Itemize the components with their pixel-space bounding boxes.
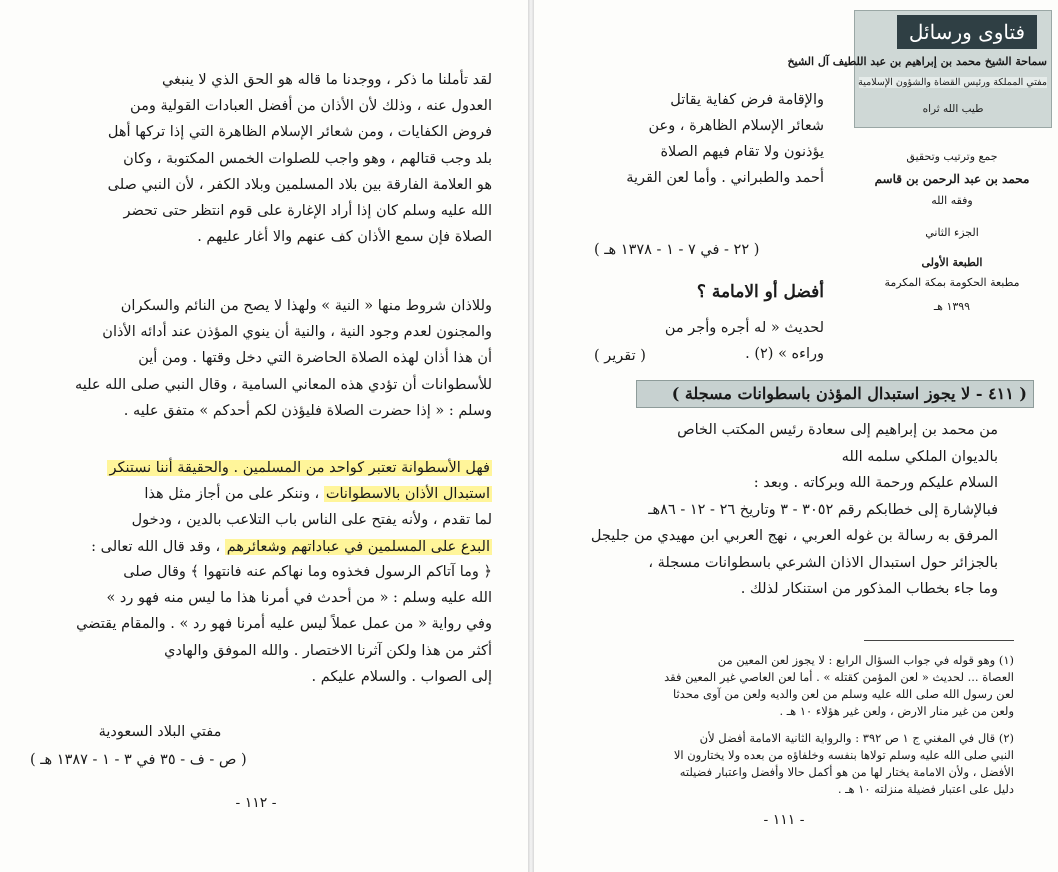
highlighted-text: البدع على المسلمين في عباداتهم وشعائرهم [226,538,490,555]
fatwa-reference: ( ص - ف - ٣٥ في ٣ - ١ - ١٣٨٧ هـ ) [30,752,247,768]
left-page [0,0,528,872]
compiler-name: محمد بن عبد الرحمن بن قاسم [874,172,1030,186]
footnote-ref-line: وراءه » (٢) . [745,346,824,362]
fatwa-410-reference: ( ٢٢ - في ٧ - ١ - ١٣٧٨ هـ ) [594,242,760,258]
edition-label: الطبعة الأولى [921,256,983,269]
year-label: ١٣٩٩ هـ [933,300,971,313]
text-line: لقد تأملنا ما ذكر ، ووجدنا ما قاله هو الحق الذي لا ينبغي [161,72,492,88]
text-line: والإقامة فرض كفاية يقاتل [670,92,824,108]
right-page [534,0,1058,872]
text-line: أكثر من هذا ولكن آثرنا الاختصار . والله الموفق والهادي [164,642,492,659]
book-title: فتاوى ورسائل [897,15,1037,49]
text-line: وفي رواية « من عمل عملاً ليس عليه أمرنا فهو رد » . والمقام يقتضي [76,616,492,633]
press-label: مطبعة الحكومة بمكة المكرمة [884,276,1020,289]
author-line: سماحة الشيخ محمد بن إبراهيم بن عبد اللطيف آل الشيخ [787,55,1047,68]
highlighted-text: استبدال الأذان بالاسطوانات [325,486,490,503]
compiler-heading: جمع وترتيب وتحقيق [906,150,998,163]
compiler-blessing: وفقه الله [931,194,973,207]
highlighted-text: فهل الأسطوانة تعتبر كواحد من المسلمين . والحقيقة أننا نستنكر [109,460,490,476]
hadith-line: لحديث « له أجره وأجر من [664,320,824,336]
fatwa-410-heading: أفضل أو الامامة ؟ [696,282,824,302]
footnote-line: ولعن من غير منار الارض ، ولعن غير هؤلاء ١٠ هـ . [779,704,1014,718]
book-title-plate [787,10,1052,128]
text-line: إلى الصواب . والسلام عليكم . [311,668,492,685]
text-line: شعائر الإسلام الظاهرة ، وعن [648,118,824,134]
text-line: للأسطوانات أن تؤدي هذه المعاني السامية ، وقال النبي صلى الله عليه [74,376,492,393]
text-line: بلد وجب قتالهم ، وهو واجب للصلوات الخمس المكتوبة ، وكان [123,150,492,167]
text-line: أن هذا أذان لهذه الصلاة الحاضرة التي دخل وقتها . ومن أين [138,350,492,367]
fatwa-411-heading: ( ٤١١ - لا يجوز استبدال المؤذن باسطوانات مسجلة ) [636,380,1034,408]
text-line: الصلاة فإن سمع الأذان كف عنهم والا أغار عليهم . [197,229,492,246]
text-line: فبالإشارة إلى خطابكم رقم ٣٠٥٢ - ٣ وتاريخ ٢٦ - ١٢ - ٨٦هـ [648,501,998,518]
footnote-line: (٢) قال في المغني ج ١ ص ٣٩٢ : والرواية الثانية الامامة أفضل لأن [699,731,1014,745]
plain-text: لما تقدم ، ولأنه يفتح على الناس باب التلاعب بالدين ، ودخول [131,512,492,529]
text-line: المرفق به رسالة بن غوله العربي ، نهج العربي ابن مهيدي من جليجل [590,528,998,544]
author-role: مفتي المملكة ورئيس القضاة والشؤون الإسلامية [858,77,1047,88]
footnote-line: الأفضل ، ولأن الامامة يختار لها من هو أكمل حالا وأفضل واعتبار فضيلته [679,765,1014,779]
page-number-right: - ١١١ - [763,812,805,828]
author-blessing: طيب الله ثراه [922,103,984,115]
plain-text: ، وننكر على من أجاز مثل هذا [144,486,324,503]
text-line: بالجزائر حول استبدال الاذان الشرعي باسطوانات مسجلة ، [648,554,998,571]
text-line [40,537,492,557]
text-line: من محمد بن إبراهيم إلى سعادة رئيس المكتب الخاص [677,422,998,438]
text-line: ﴿ وما آتاكم الرسول فخذوه وما نهاكم عنه فانتهوا ﴾ وقال صلى [123,564,492,580]
text-line [40,484,492,504]
text-line: وما جاء بخطاب المذكور من استنكار لذلك . [740,581,998,597]
footnote-line: دليل على اعتبار فضيلة منزلته ١٠ هـ . [837,782,1014,796]
text-line: الله عليه وسلم كان إذا أراد الإغارة على قوم انتظر حتى تحضر [123,203,492,219]
footnote-line: لعن رسول الله صلى الله عليه وسلم من لعن والديه ولعن من آوى محدثا [673,687,1014,701]
text-line: وسلم : « إذا حضرت الصلاة فليؤذن لكم أحدكم » متفق عليه . [123,402,492,419]
text-line: الله عليه وسلم : « من أحدث في أمرنا هذا ما ليس منه فهو رد » [106,590,492,607]
footnote-line: العصاة ... لحديث « لعن المؤمن كقتله » . أما لعن العاصي غير المعين فقد [664,670,1014,684]
text-line: فروض الكفايات ، ومن شعائر الإسلام الظاهرة التي إذا تركها أهل [107,124,492,141]
footnote-line: (١) وهو قوله في جواب السؤال الرابع : لا يجوز لعن المعين من [717,653,1014,667]
text-line: هو العلامة الفارقة بين بلاد المسلمين وبلاد الكفر ، لأن النبي صلى [107,176,492,193]
text-line: أحمد والطبراني . وأما لعن القرية [626,170,824,186]
text-line: يؤذنون ولا تقام فيهم الصلاة [660,144,824,160]
volume-label: الجزء الثاني [925,226,979,239]
text-line: بالديوان الملكي سلمه الله [841,448,998,465]
signature: مفتي البلاد السعودية [98,724,222,740]
text-line [40,510,492,530]
footnote-line: النبي صلى الله عليه وسلم تولاها بنفسه وخلفاؤه من بعده ولا يختارون الا [673,748,1014,762]
taqrir-label: ( تقرير ) [594,348,646,364]
page-number-left: - ١١٢ - [235,795,277,811]
plain-text: ، وقد قال الله تعالى : [91,538,225,555]
text-line: وللاذان شروط منها « النية » ولهذا لا يصح من النائم والسكران [120,298,492,314]
text-line: السلام عليكم ورحمة الله وبركاته . وبعد : [753,475,998,491]
text-line: والمجنون لعدم وجود النية ، والنية أن ينوي المؤذن عند أدائه الأذان [102,324,492,341]
text-line [40,458,492,478]
text-line: العدول عنه ، وذلك لأن الأذان من أفضل العبادات القولية ومن [130,98,492,115]
footnote-divider [864,640,1014,641]
